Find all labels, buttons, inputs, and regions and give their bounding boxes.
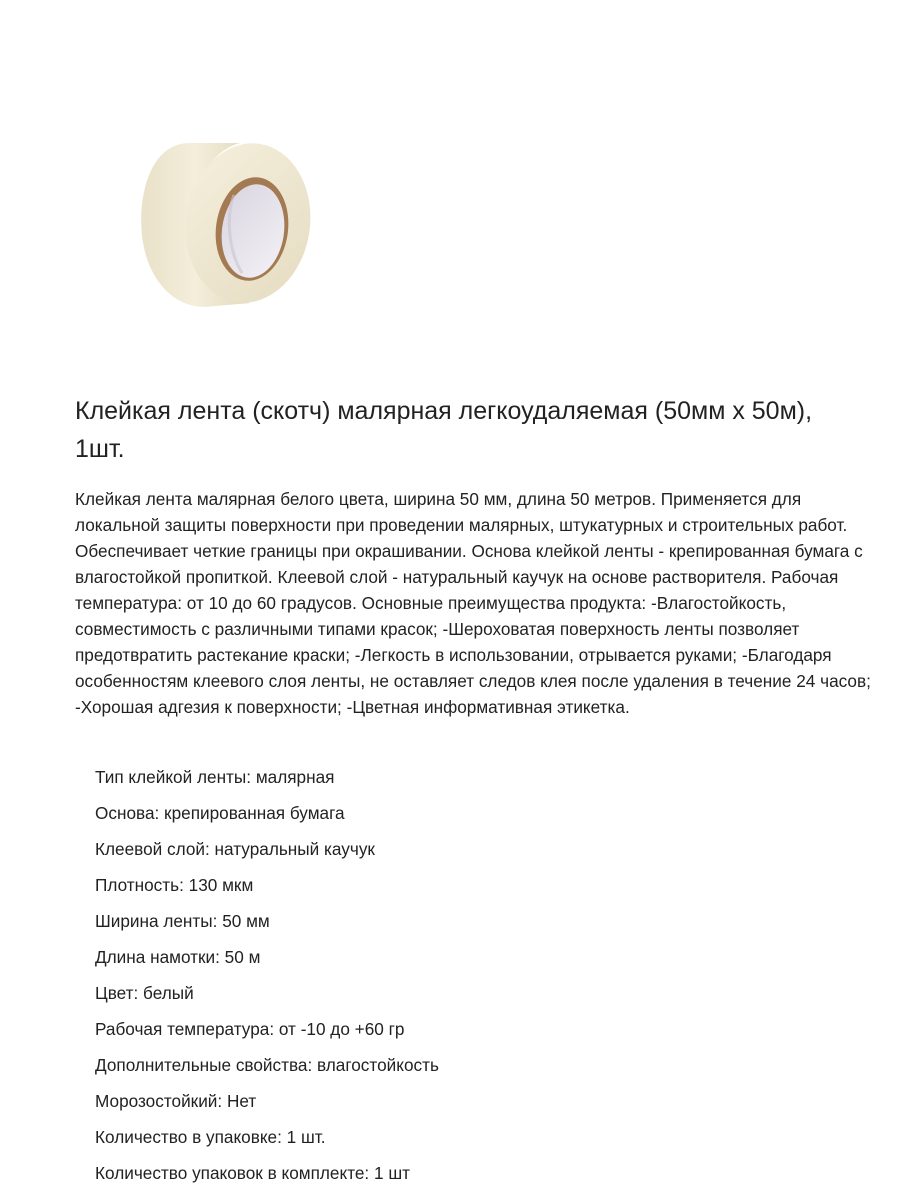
spec-item: Количество упаковок в комплекте: 1 шт xyxy=(95,1163,410,1183)
spec-item: Цвет: белый xyxy=(95,983,194,1003)
spec-item: Основа: крепированная бумага xyxy=(95,803,345,823)
spec-item: Плотность: 130 мкм xyxy=(95,875,254,895)
spec-item: Тип клейкой ленты: малярная xyxy=(95,767,335,787)
spec-item: Ширина ленты: 50 мм xyxy=(95,911,270,931)
spec-item: Количество в упаковке: 1 шт. xyxy=(95,1127,326,1147)
product-title: Клейкая лента (скотч) малярная легкоудаляемая (50мм х 50м), 1шт. xyxy=(75,397,813,463)
product-description: Клейкая лента малярная белого цвета, ширина 50 мм, длина 50 метров. Применяется для локальной защиты поверхности при проведении малярных, штукатурных и строительных работ. Обеспечивает четкие границы при окрашивании. Основа клейкой ленты - крепированная бумага с влагостойкой пропиткой. Клеевой слой - натуральный каучук на основе растворителя. Рабочая температура: от 10 до 60 градусов. Основные преимущества продукта: -Влагостойкость, совместимость с различными типами красок; -Шероховатая поверхность ленты позволяет предотвратить растекание краски; -Легкость в использовании, отрывается руками; -Благодаря особенностям клеевого слоя ленты, не оставляет следов клея после удаления в течение 24 часов; -Хорошая адгезия к поверхности; -Цветная информативная этикетка. xyxy=(75,489,871,717)
spec-item: Длина намотки: 50 м xyxy=(95,947,261,967)
spec-item: Клеевой слой: натуральный каучук xyxy=(95,839,375,859)
spec-item: Морозостойкий: Нет xyxy=(95,1091,257,1111)
spec-item: Дополнительные свойства: влагостойкость xyxy=(95,1055,439,1075)
product-specs-list xyxy=(95,765,439,1197)
spec-item: Рабочая температура: от -10 до +60 гр xyxy=(95,1019,405,1039)
masking-tape-roll-icon xyxy=(130,125,320,315)
